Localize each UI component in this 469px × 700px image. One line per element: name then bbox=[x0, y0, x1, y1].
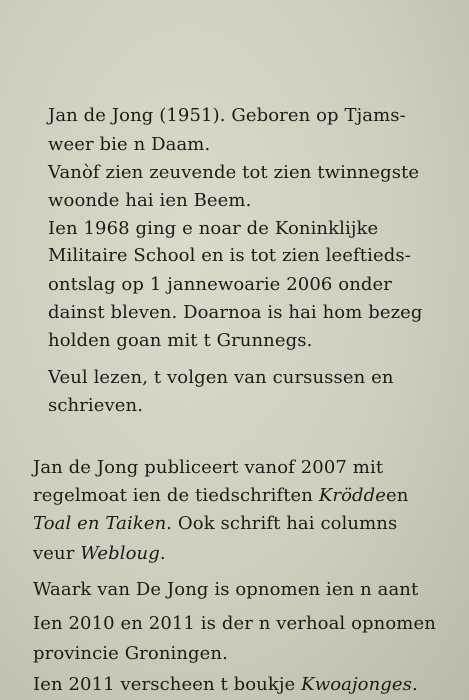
column-title-webloug: Webloug bbox=[80, 543, 160, 564]
text-line bbox=[33, 514, 397, 534]
text-line: Veul lezen, t volgen van cursussen en bbox=[48, 367, 394, 388]
text-line: Waark van De Jong is opnomen ien n aant bbox=[33, 579, 419, 600]
text-line bbox=[33, 675, 418, 695]
book-title-kwoajonges: Kwoajonges bbox=[301, 674, 412, 695]
text-line: ontslag op 1 jannewoarie 2006 onder bbox=[48, 274, 392, 295]
text-line: woonde hai ien Beem. bbox=[48, 190, 252, 211]
text-line: Jan de Jong (1951). Geboren op Tjams- bbox=[48, 105, 406, 126]
text-line: weer bie n Daam. bbox=[48, 134, 211, 155]
text-line bbox=[33, 544, 166, 564]
text-line: Militaire School en is tot zien leeftieds- bbox=[48, 245, 411, 266]
journal-title-krodde: Krödde bbox=[318, 485, 386, 506]
text-line: provincie Groningen. bbox=[33, 643, 228, 664]
text-segment: Ien 2011 verscheen t boukje bbox=[33, 674, 302, 695]
text-segment: regelmoat ien de tiedschriften bbox=[33, 485, 319, 506]
text-line: Ien 1968 ging e noar de Koninklijke bbox=[48, 218, 379, 239]
text-line: Jan de Jong publiceert vanof 2007 mit bbox=[33, 457, 384, 478]
text-line bbox=[33, 486, 408, 506]
text-segment: veur bbox=[33, 543, 81, 564]
text-segment: . Ook schrift hai columns bbox=[166, 513, 398, 534]
text-segment: . bbox=[412, 674, 418, 695]
text-line: dainst bleven. Doarnoa is hai hom bezeg bbox=[48, 302, 423, 323]
text-line: schrieven. bbox=[48, 395, 144, 416]
text-segment: . bbox=[159, 543, 166, 564]
journal-title-toal-en-taiken: Toal en Taiken bbox=[33, 513, 167, 534]
text-line: holden goan mit t Grunnegs. bbox=[48, 330, 313, 351]
text-segment: en bbox=[386, 485, 409, 506]
text-line: Vanòf zien zeuvende tot zien twinnegste bbox=[48, 162, 420, 183]
text-line: Ien 2010 en 2011 is der n verhoal opnomen bbox=[33, 613, 436, 634]
